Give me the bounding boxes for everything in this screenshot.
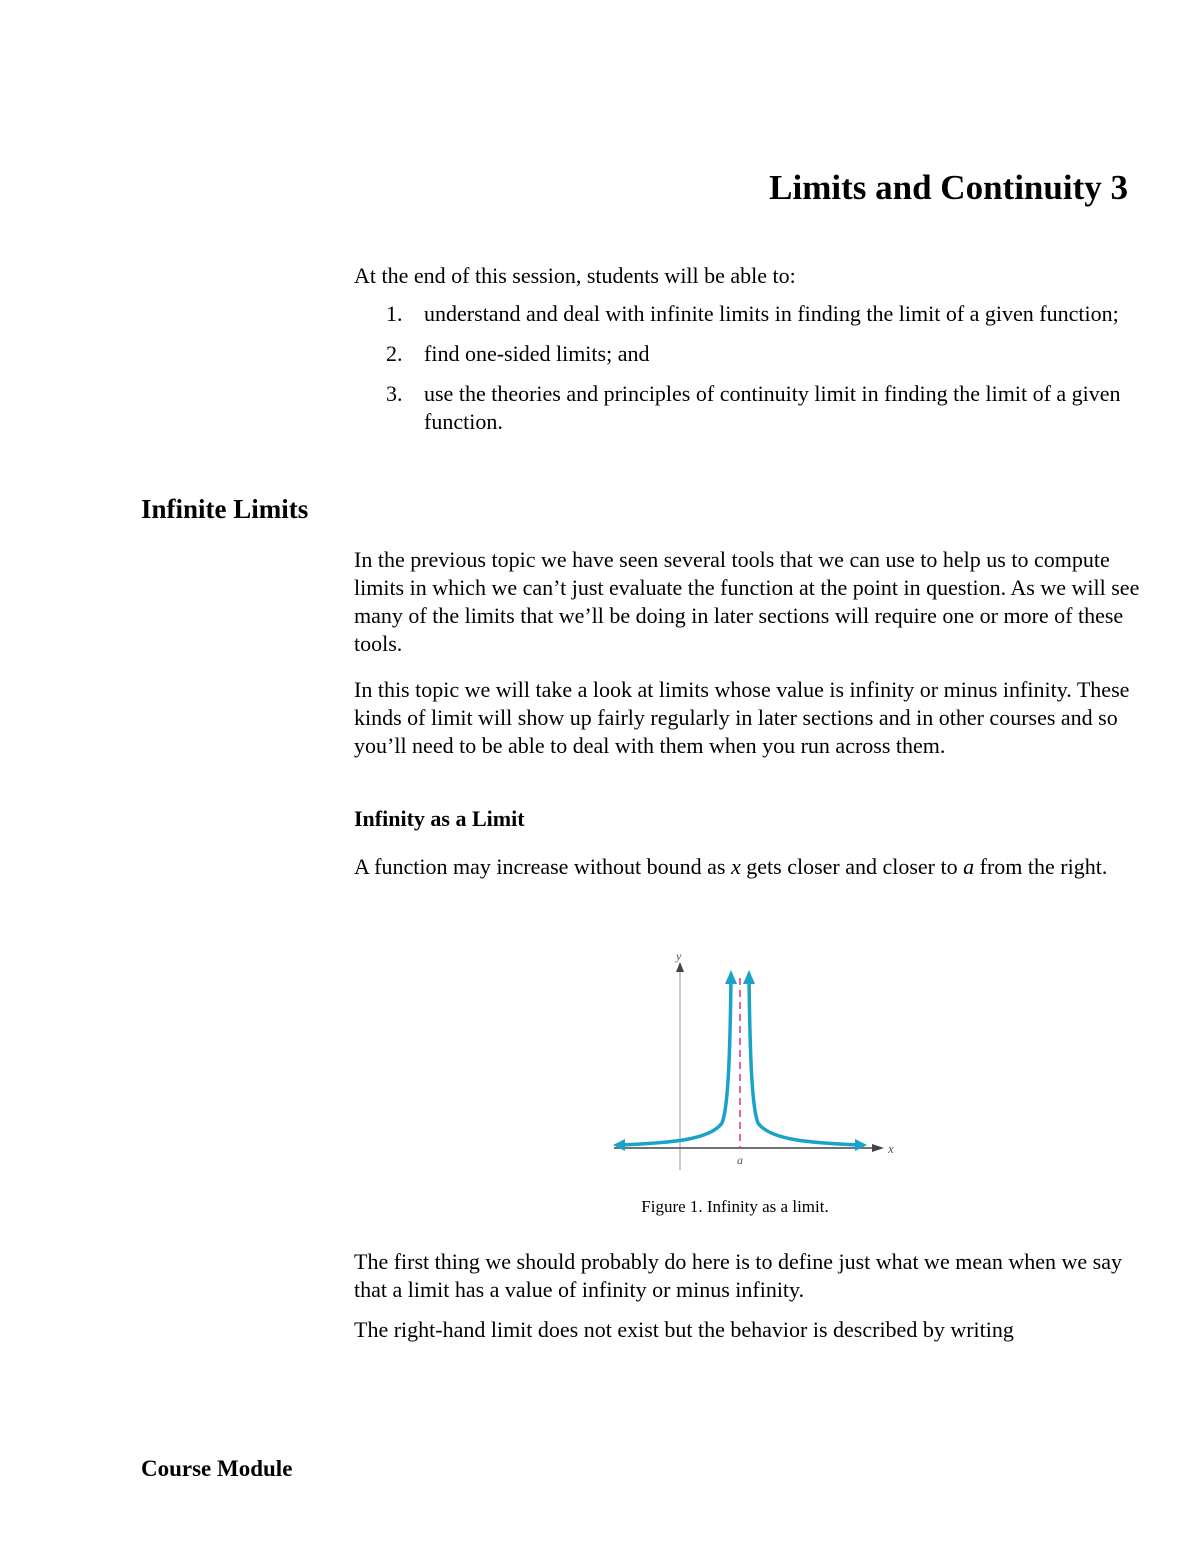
objectives-intro: At the end of this session, students will be able to: (354, 263, 796, 288)
left-branch-left-arrow (613, 1139, 625, 1151)
y-axis-arrow (676, 962, 684, 972)
paragraph-define: The first thing we should probably do here is to define just what we mean when we say that a limit has a value of infinity or minus infinity. (354, 1249, 1122, 1302)
objective-number: 3. (386, 381, 403, 406)
objective-item (354, 340, 1134, 368)
footer-course-module: Course Module (141, 1456, 293, 1481)
section-heading: Infinite Limits (141, 494, 309, 524)
paragraph-increase-without-bound (354, 853, 1144, 881)
text-fragment: from the right. (974, 854, 1108, 879)
right-branch-top-arrow (743, 970, 755, 984)
objective-text: use the theories and principles of continuity limit in finding the limit of a given function. (424, 381, 1121, 434)
figure-caption: Figure 1. Infinity as a limit. (641, 1197, 829, 1216)
left-branch-top-arrow (725, 970, 737, 984)
paragraph-tools: In the previous topic we have seen several tools that we can use to help us to compute limits in which we can’t just evaluate the function at the point in question. As we will see many of the limits that we’ll be doing in later sections will require one or more of these tools. (354, 547, 1140, 656)
y-axis-label: y (676, 949, 682, 963)
paragraph-infinity: In this topic we will take a look at limits whose value is infinity or minus infinity. These kinds of limit will show up fairly regularly in later sections and in other courses and so you’ll need to be able to deal with them when you run across them. (354, 677, 1130, 758)
objective-text: understand and deal with infinite limits in finding the limit of a given function; (424, 301, 1119, 326)
right-curve-branch (749, 978, 860, 1145)
left-curve-branch (620, 978, 731, 1145)
text-fragment: gets closer and closer to (740, 854, 964, 879)
objective-number: 2. (386, 341, 403, 366)
objective-number: 1. (386, 301, 403, 326)
variable-x: x (730, 854, 741, 879)
infinity-limit-figure (610, 948, 900, 1170)
objectives-list (354, 300, 1134, 448)
subsection-heading: Infinity as a Limit (354, 806, 525, 831)
objective-item (354, 300, 1134, 328)
paragraph-right-hand-limit: The right-hand limit does not exist but the behavior is described by writing (354, 1317, 1014, 1342)
text-fragment: A function may increase without bound as (354, 854, 731, 879)
a-tick-label: a (737, 1153, 743, 1167)
page-title: Limits and Continuity 3 (769, 168, 1128, 207)
variable-a: a (963, 854, 975, 879)
objective-text: find one-sided limits; and (424, 341, 650, 366)
x-axis-arrow (872, 1144, 884, 1152)
x-axis-label: x (888, 1141, 894, 1156)
right-branch-right-arrow (855, 1139, 867, 1151)
objective-item (354, 380, 1134, 436)
